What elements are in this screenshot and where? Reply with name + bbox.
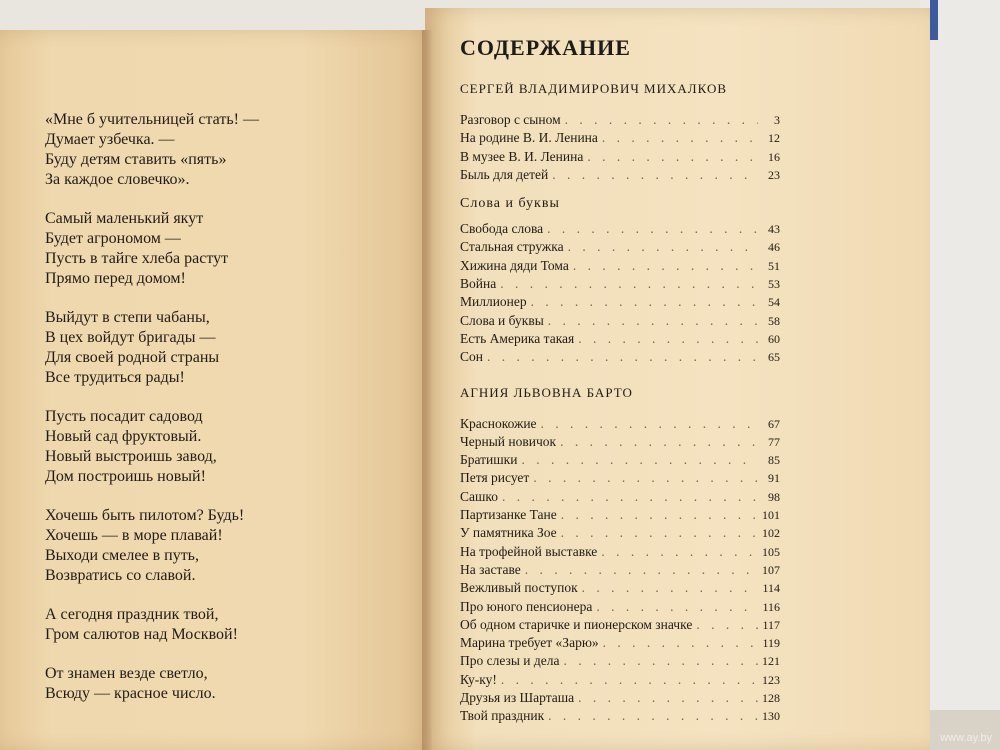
toc-entry-title: Ку-ку!	[460, 671, 497, 687]
toc-entry	[460, 148, 780, 166]
poem-line: Выйдут в степи чабаны,	[45, 309, 210, 326]
toc-group-barto	[460, 415, 780, 726]
toc-entry-title: Про юного пенсионера	[460, 598, 593, 614]
toc-page-number: 3	[774, 113, 780, 127]
poem-line: Гром салютов над Москвой!	[45, 626, 238, 643]
toc-page-number: 46	[768, 240, 780, 255]
poem-line: Думает узбечка. —	[45, 131, 175, 148]
toc-entry	[460, 275, 780, 293]
toc-leader-dots	[582, 579, 758, 596]
toc-leader-dots	[696, 616, 758, 633]
toc-entry	[460, 561, 780, 579]
toc-entry	[460, 312, 780, 330]
poem-line: Хочешь — в море плавай!	[45, 527, 223, 544]
toc-entry-title: Стальная стружка	[460, 239, 564, 255]
poem-line: Буду детям ставить «пять»	[45, 151, 227, 168]
poem	[45, 110, 415, 723]
poem-stanza	[45, 110, 415, 190]
toc-leader-dots	[547, 220, 758, 237]
poem-stanza	[45, 664, 415, 704]
background-right	[920, 0, 1000, 750]
toc-entry	[460, 220, 780, 238]
toc-leader-dots	[525, 561, 758, 578]
toc-page-number: 65	[768, 350, 780, 365]
cover-edge	[930, 0, 938, 40]
toc-leader-dots	[563, 652, 758, 669]
toc-entry	[460, 238, 780, 256]
toc-entry-title: Про слезы и дела	[460, 653, 560, 669]
toc-entry-title: Свобода слова	[460, 221, 544, 237]
poem-line: За каждое словечко».	[45, 171, 190, 188]
poem-stanza	[45, 605, 415, 645]
toc-title: СОДЕРЖАНИЕ	[460, 35, 631, 60]
toc-page-number: 60	[768, 331, 780, 346]
poem-line: Новый выстроишь завод,	[45, 448, 217, 465]
toc-entry-title: У памятника Зое	[460, 525, 557, 541]
poem-line: Всюду — красное число.	[45, 685, 216, 702]
toc-entry	[460, 293, 780, 311]
toc-entry	[460, 330, 780, 348]
section-heading-slova-i-bukvy: Слова и буквы	[460, 196, 560, 212]
toc-entry-title: На родине В. И. Ленина	[460, 130, 598, 146]
toc-entry	[460, 707, 780, 725]
book-spine	[422, 30, 432, 750]
poem-line: Хочешь быть пилотом? Будь!	[45, 507, 245, 524]
toc-page-number: 91	[768, 471, 780, 486]
poem-line: Пусть в тайге хлеба растут	[45, 250, 229, 267]
toc-leader-dots	[552, 166, 758, 183]
toc-page-number: 114	[762, 581, 780, 596]
toc-entry-title: Марина требует «Зарю»	[460, 635, 599, 651]
toc-leader-dots	[587, 148, 758, 165]
toc-entry-title: Петя рисует	[460, 470, 530, 486]
toc-page-number: 98	[768, 489, 780, 504]
toc-entry-title: Хижина дяди Тома	[460, 257, 569, 273]
toc-page-number: 16	[768, 149, 780, 164]
toc-entry	[460, 689, 780, 707]
toc-page-number: 43	[768, 222, 780, 237]
toc-page-number: 12	[768, 131, 780, 146]
toc-page-number: 107	[762, 562, 780, 577]
poem-stanza	[45, 209, 415, 289]
toc-page-number: 105	[762, 544, 780, 559]
toc-leader-dots	[603, 634, 758, 651]
toc-entry	[460, 129, 780, 147]
toc-group-slova-i-bukvy	[460, 220, 780, 366]
toc-entry-title: Есть Америка такая	[460, 330, 575, 346]
toc-entry-title: Сон	[460, 349, 483, 365]
toc-leader-dots	[531, 293, 758, 310]
toc-entry-title: Краснокожие	[460, 415, 537, 431]
toc-page-number: 54	[768, 295, 780, 310]
toc-entry	[460, 524, 780, 542]
toc-entry-title: Друзья из Шарташа	[460, 690, 575, 706]
toc-leader-dots	[541, 415, 758, 432]
toc-page-number: 51	[768, 258, 780, 273]
toc-page-number: 102	[762, 526, 780, 541]
toc-entry	[460, 579, 780, 597]
poem-line: Пусть посадит садовод	[45, 408, 203, 425]
toc-entry-title: Война	[460, 276, 497, 292]
toc-entry	[460, 433, 780, 451]
toc-page-number: 117	[762, 617, 780, 632]
toc-page-number: 119	[762, 636, 780, 651]
poem-stanza	[45, 407, 415, 487]
toc-page-number: 128	[762, 691, 780, 706]
toc-entry-title: На трофейной выставке	[460, 543, 598, 559]
table-of-contents	[460, 30, 780, 726]
poem-line: Дом построишь новый!	[45, 468, 206, 485]
toc-leader-dots	[568, 238, 758, 255]
toc-entry	[460, 348, 780, 366]
toc-leader-dots	[578, 330, 758, 347]
toc-entry-title: Сашко	[460, 488, 499, 504]
toc-entry-title: Твой праздник	[460, 708, 545, 724]
toc-entry-title: На заставе	[460, 561, 521, 577]
watermark: www.ay.by	[940, 732, 992, 744]
toc-leader-dots	[521, 451, 758, 468]
toc-entry	[460, 111, 780, 129]
toc-entry	[460, 257, 780, 275]
toc-page-number: 53	[768, 277, 780, 292]
toc-entry	[460, 166, 780, 184]
toc-entry-title: Черный новичок	[460, 433, 557, 449]
toc-entry	[460, 598, 780, 616]
poem-line: В цех войдут бригады —	[45, 329, 216, 346]
toc-entry-title: Разговор с сыном	[460, 112, 561, 127]
poem-line: Выходи смелее в путь,	[45, 547, 199, 564]
toc-leader-dots	[548, 707, 758, 724]
toc-entry	[460, 671, 780, 689]
toc-entry-title: Быль для детей	[460, 166, 549, 182]
toc-leader-dots	[501, 671, 758, 688]
poem-line: Все трудиться рады!	[45, 369, 185, 386]
poem-line: Новый сад фруктовый.	[45, 428, 202, 445]
poem-line: Для своей родной страны	[45, 349, 220, 366]
toc-leader-dots	[561, 506, 758, 523]
toc-entry	[460, 634, 780, 652]
toc-page-number: 123	[762, 672, 780, 687]
toc-page-number: 23	[768, 167, 780, 182]
toc-entry-title: Братишки	[460, 452, 518, 468]
toc-entry-title: Вежливый поступок	[460, 580, 578, 596]
poem-line: А сегодня праздник твой,	[45, 606, 219, 623]
toc-page-number: 58	[768, 313, 780, 328]
toc-entry	[460, 469, 780, 487]
toc-entry	[460, 506, 780, 524]
toc-entry-title: Об одном старичке и пионерском значке	[460, 616, 693, 632]
toc-entry	[460, 616, 780, 634]
author-heading-mikhalkov: СЕРГЕЙ ВЛАДИМИРОВИЧ МИХАЛКОВ	[460, 81, 728, 96]
toc-leader-dots	[596, 598, 758, 615]
toc-entry	[460, 451, 780, 469]
toc-group-mikhalkov	[460, 111, 780, 184]
toc-page-number: 130	[762, 709, 780, 724]
toc-leader-dots	[560, 433, 758, 450]
toc-entry-title: В музее В. И. Ленина	[460, 148, 584, 164]
toc-entry	[460, 488, 780, 506]
toc-page-number: 116	[762, 599, 780, 614]
poem-stanza	[45, 506, 415, 586]
poem-line: «Мне б учительницей стать! —	[45, 111, 259, 128]
poem-line: Самый маленький якут	[45, 210, 204, 227]
toc-leader-dots	[548, 312, 758, 329]
toc-entry	[460, 652, 780, 670]
toc-page-number: 67	[768, 416, 780, 431]
toc-leader-dots	[573, 257, 758, 274]
toc-entry-title: Слова и буквы	[460, 312, 544, 328]
toc-leader-dots	[487, 348, 758, 365]
toc-entry-title: Партизанке Тане	[460, 507, 557, 523]
toc-leader-dots	[502, 488, 758, 505]
toc-leader-dots	[561, 524, 758, 541]
author-heading-barto: АГНИЯ ЛЬВОВНА БАРТО	[460, 384, 633, 400]
poem-stanza	[45, 308, 415, 388]
toc-page-number: 121	[762, 654, 780, 669]
poem-line: Прямо перед домом!	[45, 270, 186, 287]
toc-leader-dots	[602, 129, 758, 146]
toc-page-number: 101	[762, 508, 780, 523]
toc-leader-dots	[565, 111, 758, 128]
poem-line: Будет агрономом —	[45, 230, 181, 247]
toc-entry	[460, 415, 780, 433]
toc-leader-dots	[578, 689, 758, 706]
toc-page-number: 77	[768, 434, 780, 449]
poem-line: Возвратись со славой.	[45, 567, 196, 584]
left-page	[0, 30, 430, 750]
toc-entry-title: Миллионер	[460, 294, 527, 310]
toc-page-number: 85	[768, 453, 780, 468]
poem-line: От знамен везде светло,	[45, 665, 208, 682]
toc-leader-dots	[533, 469, 758, 486]
toc-leader-dots	[500, 275, 758, 292]
toc-leader-dots	[601, 543, 758, 560]
toc-entry	[460, 543, 780, 561]
